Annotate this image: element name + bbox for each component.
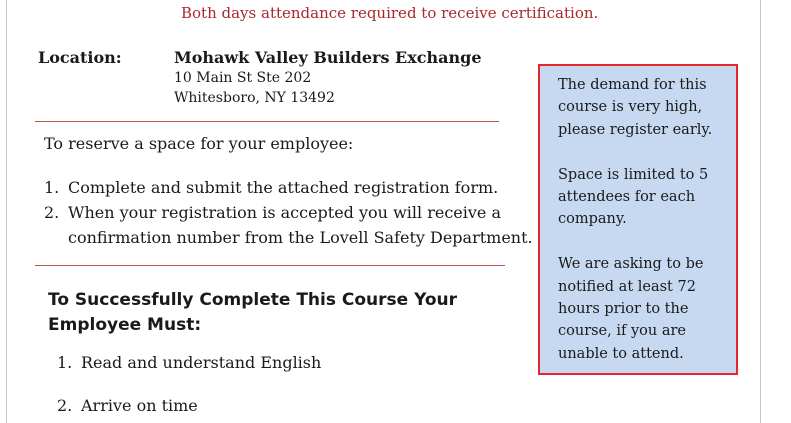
location-label: Location: xyxy=(38,48,122,67)
sidebar-demand-note: The demand for this course is very high, please register early. xyxy=(558,77,713,138)
step-text-line1: When your registration is accepted you will receive a xyxy=(68,203,501,222)
requirement-number: 1. xyxy=(57,353,73,372)
step-number: 2. xyxy=(44,203,60,222)
info-sidebar xyxy=(538,64,738,375)
sidebar-space-note: Space is limited to 5 attendees for each company. xyxy=(558,166,709,228)
location-address-line1: 10 Main St Ste 202 xyxy=(174,70,312,86)
step-text-line2: confirmation number from the Lovell Safety Department. xyxy=(68,228,533,247)
attendance-notice: Both days attendance required to receive certification. xyxy=(181,4,599,22)
requirements-heading-line1: To Successfully Complete This Course Your xyxy=(48,290,458,310)
requirement-number: 2. xyxy=(57,396,73,415)
location-name: Mohawk Valley Builders Exchange xyxy=(174,48,482,67)
location-address-line2: Whitesboro, NY 13492 xyxy=(174,90,335,106)
step-number: 1. xyxy=(44,178,60,197)
reserve-intro: To reserve a space for your employee: xyxy=(44,134,354,153)
step-text: Complete and submit the attached registration form. xyxy=(68,178,499,197)
sidebar-notify-note: We are asking to be notified at least 72 hours prior to the course, if you are unable to attend. xyxy=(558,256,704,362)
requirement-text: Arrive on time xyxy=(81,396,198,415)
requirement-text: Read and understand English xyxy=(81,353,322,372)
requirements-heading xyxy=(48,288,457,338)
divider-middle xyxy=(35,265,505,266)
requirements-heading-line2: Employee Must: xyxy=(48,315,202,335)
divider-top xyxy=(35,121,499,122)
